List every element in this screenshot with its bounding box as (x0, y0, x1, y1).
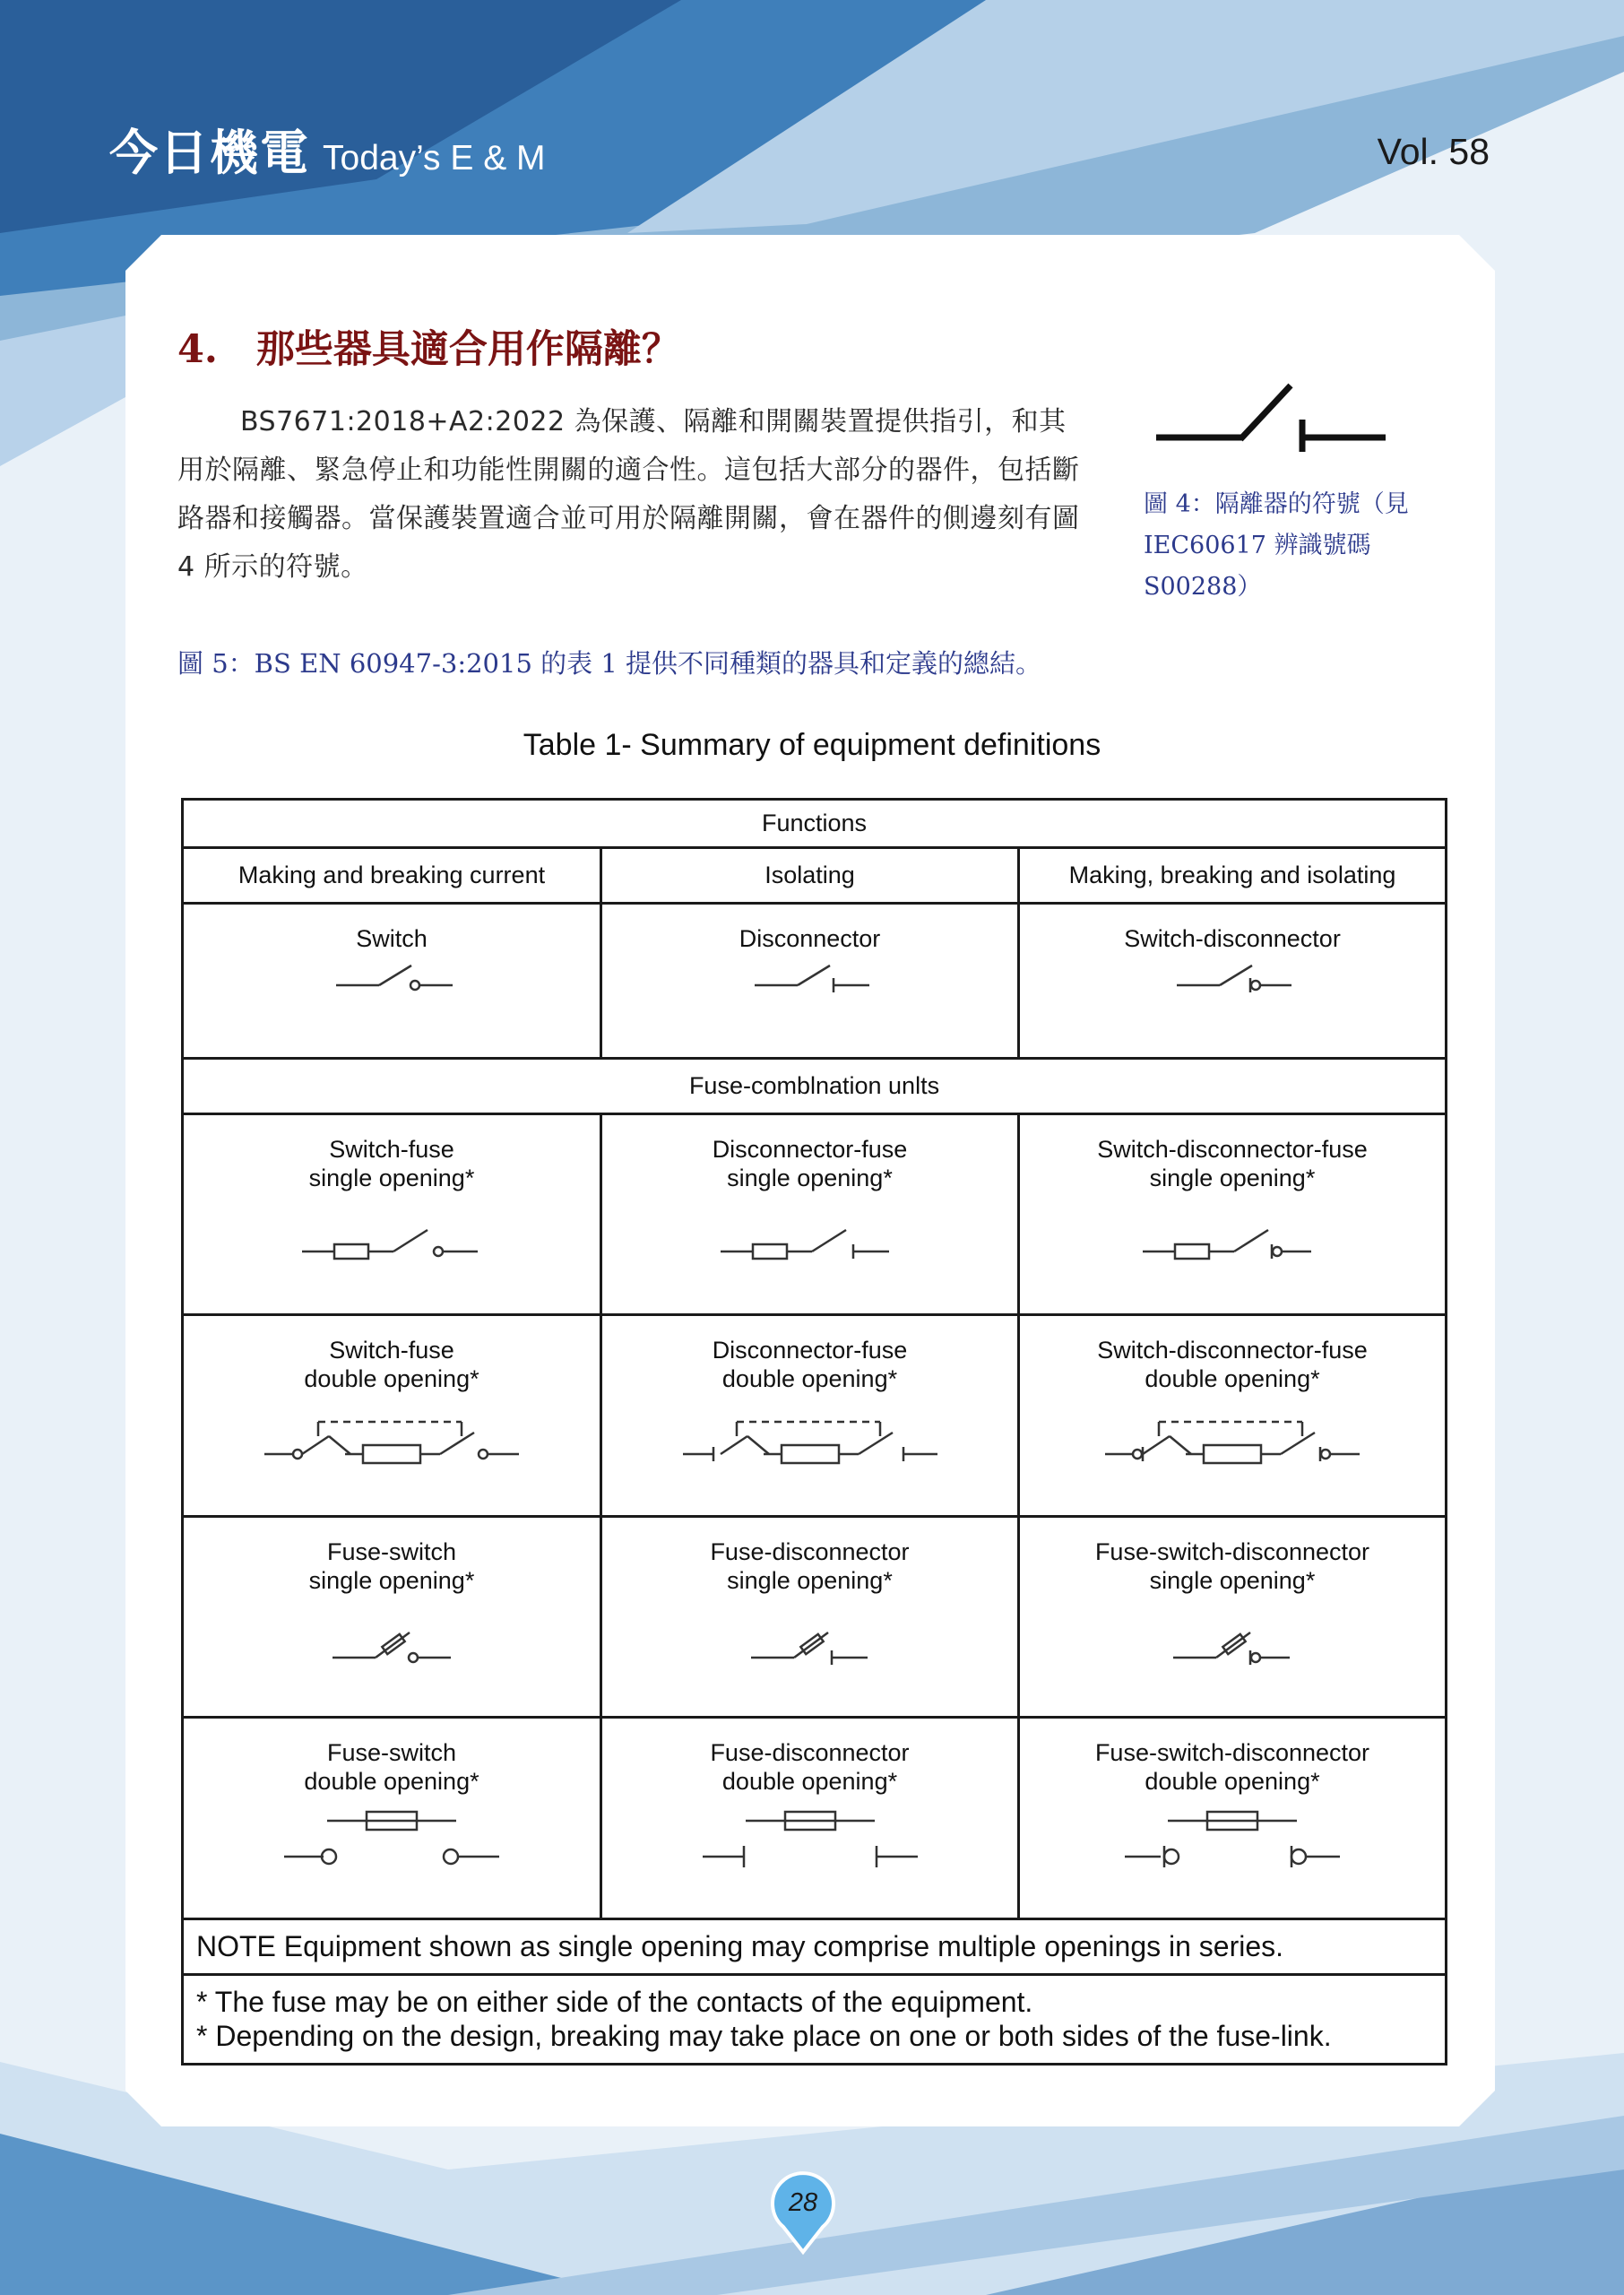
cell-line1: Fuse-disconnector (710, 1739, 910, 1767)
cell-line2: double opening* (304, 1768, 479, 1796)
table-cell (601, 1113, 1019, 1314)
cell-label: Switch-disconnector (1124, 925, 1341, 953)
switch-disconnector-fuse-single-symbol-icon (1134, 1219, 1331, 1269)
cell-line2: single opening* (1149, 1566, 1316, 1594)
cell-label (184, 1115, 600, 1192)
table-cell (1019, 1315, 1447, 1516)
brand (109, 115, 546, 184)
column-header: Making, breaking and isolating (1019, 848, 1447, 904)
cell-label (602, 1115, 1017, 1192)
table-note: NOTE Equipment shown as single opening may comprise multiple openings in series. (183, 1918, 1447, 1974)
brand-cn: 今日機電 (109, 125, 310, 181)
cell-line1: Fuse-switch-disconnector (1094, 1537, 1370, 1565)
cell-line2: single opening* (727, 1566, 893, 1594)
column-header: Making and breaking current (183, 848, 601, 904)
cell-label (1020, 1518, 1445, 1595)
cell-line1: Switch-fuse (329, 1337, 454, 1364)
fuse-switch-single-symbol-icon (320, 1622, 463, 1672)
footnote-2: * Depending on the design, breaking may take place on one or both sides of the fuse-link. (196, 2020, 1332, 2053)
cell-line2: double opening* (304, 1365, 479, 1393)
cell-line1: Switch-disconnector-fuse (1097, 1337, 1368, 1364)
cell-label (602, 1518, 1017, 1595)
table-cell (601, 1315, 1019, 1516)
switch-disconnector-symbol-icon (1161, 953, 1304, 1003)
fuse-switch-disconnector-double-symbol-icon (1116, 1801, 1349, 1875)
body-paragraph: BS7671:2018+A2:2022 為保護、隔離和開關裝置提供指引，和其用於隔離、緊急停止和功能性開關的適合性。這包括大部分的器件，包括斷路器和接觸器。當保護裝置適合並可用於隔離開關，會在器件的側邊刻有圖 4 所示的符號。 (177, 406, 1080, 583)
cell-line1: Fuse-disconnector (710, 1537, 910, 1565)
cell-line1: Fuse-switch (326, 1739, 457, 1767)
cell-label: Switch (356, 925, 428, 953)
cell-label (602, 1719, 1017, 1796)
disconnector-cell (601, 904, 1019, 1058)
cell-line2: single opening* (308, 1164, 475, 1191)
fuse-combination-header: Fuse-comblnation unlts (183, 1058, 1447, 1113)
switch-disconnector-fuse-double-symbol-icon (1098, 1404, 1367, 1476)
disconnector-symbol-icon (739, 953, 882, 1003)
cell-label (184, 1316, 600, 1393)
functions-header: Functions (183, 800, 1447, 848)
cell-line2: single opening* (727, 1164, 893, 1191)
cell-line1: Fuse-switch (326, 1537, 457, 1565)
table-cell (183, 1718, 601, 1918)
table-cell (1019, 1113, 1447, 1314)
section-title: 4. 那些器具適合用作隔離？ (177, 327, 680, 372)
cell-line2: double opening* (721, 1365, 898, 1393)
switch-fuse-double-symbol-icon (257, 1404, 526, 1476)
disconnector-fuse-double-symbol-icon (676, 1404, 945, 1476)
cell-line1: Switch-disconnector-fuse (1097, 1135, 1368, 1163)
table-cell (601, 1718, 1019, 1918)
switch-fuse-single-symbol-icon (293, 1219, 490, 1269)
cell-label (602, 1316, 1017, 1393)
table-cell (183, 1113, 601, 1314)
table-footnotes (183, 1974, 1447, 2064)
page-number: 28 (788, 2188, 818, 2217)
volume-label: Vol. 58 (1377, 131, 1490, 172)
cell-label (184, 1518, 600, 1595)
cell-line2: double opening* (721, 1768, 898, 1796)
switch-cell (183, 904, 601, 1058)
switch-disconnector-cell (1019, 904, 1447, 1058)
figure4-caption-line1: 圖 4：隔離器的符號（見 (1144, 490, 1409, 518)
cell-label (1020, 1115, 1445, 1192)
fuse-disconnector-single-symbol-icon (739, 1622, 882, 1672)
cell-label (1020, 1719, 1445, 1796)
table-cell (183, 1516, 601, 1717)
table-cell (601, 1516, 1019, 1717)
fuse-switch-double-symbol-icon (275, 1801, 508, 1875)
figure4-caption-line2: IEC60617 辨識號碼 S00288） (1144, 532, 1371, 601)
cell-line2: double opening* (1145, 1768, 1320, 1796)
table-cell (1019, 1516, 1447, 1717)
table-title: Table 1- Summary of equipment definitions (523, 728, 1101, 762)
cell-line1: Disconnector-fuse (712, 1337, 908, 1364)
cell-line2: double opening* (1145, 1365, 1320, 1393)
column-header: Isolating (601, 848, 1019, 904)
cell-line2: single opening* (308, 1566, 475, 1594)
figure5-caption: 圖 5：BS EN 60947-3:2015 的表 1 提供不同種類的器具和定義的總結。 (177, 648, 1042, 679)
fuse-switch-disconnector-single-symbol-icon (1161, 1622, 1304, 1672)
brand-en: Today’s E & M (323, 139, 546, 178)
footnote-1: * The fuse may be on either side of the contacts of the equipment. (196, 1986, 1033, 2019)
disconnector-fuse-single-symbol-icon (712, 1219, 909, 1269)
cell-line1: Switch-fuse (329, 1135, 454, 1163)
switch-symbol-icon (320, 953, 463, 1003)
fuse-disconnector-double-symbol-icon (694, 1801, 927, 1875)
table-cell (183, 1315, 601, 1516)
equipment-table (181, 798, 1447, 2066)
cell-label (184, 1719, 600, 1796)
figure4-caption (1144, 484, 1457, 608)
cell-label (1020, 1316, 1445, 1393)
table-cell (1019, 1718, 1447, 1918)
cell-line1: Disconnector-fuse (712, 1135, 908, 1163)
cell-line2: single opening* (1149, 1164, 1316, 1191)
cell-line1: Fuse-switch-disconnector (1094, 1739, 1370, 1767)
isolator-symbol-icon (1154, 380, 1389, 452)
cell-label: Disconnector (739, 925, 881, 953)
